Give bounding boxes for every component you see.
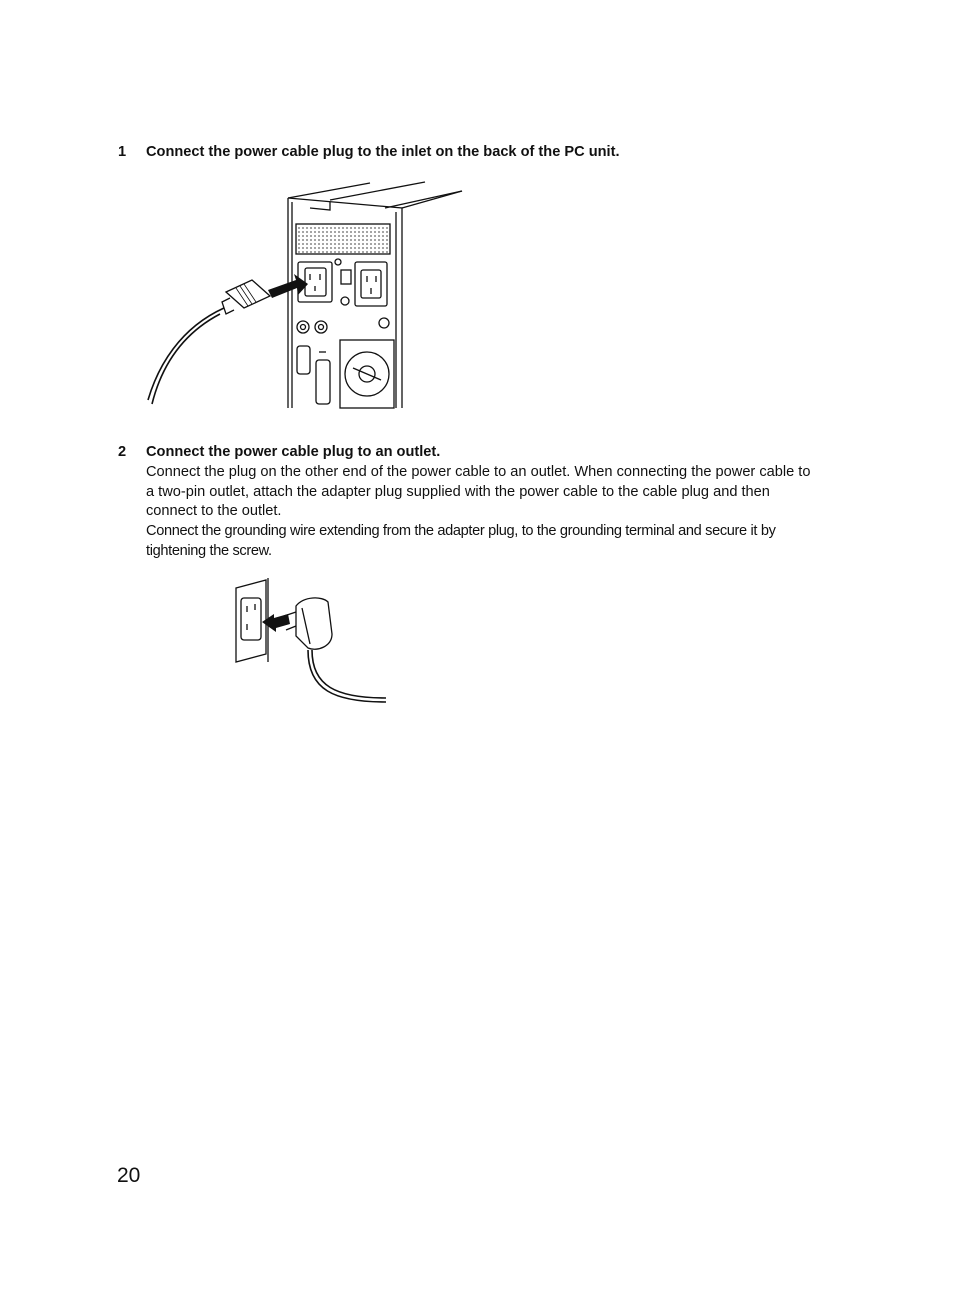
step-2 xyxy=(118,443,818,562)
pc-power-inlet-illustration xyxy=(140,178,470,413)
page-number: 20 xyxy=(117,1164,141,1187)
step-title: Connect the power cable plug to the inlet on the back of the PC unit. xyxy=(146,144,620,160)
step-title: Connect the power cable plug to an outlet. xyxy=(146,444,441,460)
step-body xyxy=(146,143,818,163)
step-1 xyxy=(118,143,818,163)
outlet-adapter-plug-illustration xyxy=(226,574,391,709)
step-paragraph: Connect the grounding wire extending from the adapter plug, to the grounding terminal and secure it by tightening the screw. xyxy=(146,523,776,559)
step-number: 1 xyxy=(118,144,127,160)
step-paragraph: Connect the plug on the other end of the power cable to an outlet. When connecting the power cable to a two-pin outlet, attach the adapter plug supplied with the power cable to the cable plug and then connect to the outlet. xyxy=(146,463,811,520)
step-number: 2 xyxy=(118,444,127,460)
step-body xyxy=(146,443,818,562)
